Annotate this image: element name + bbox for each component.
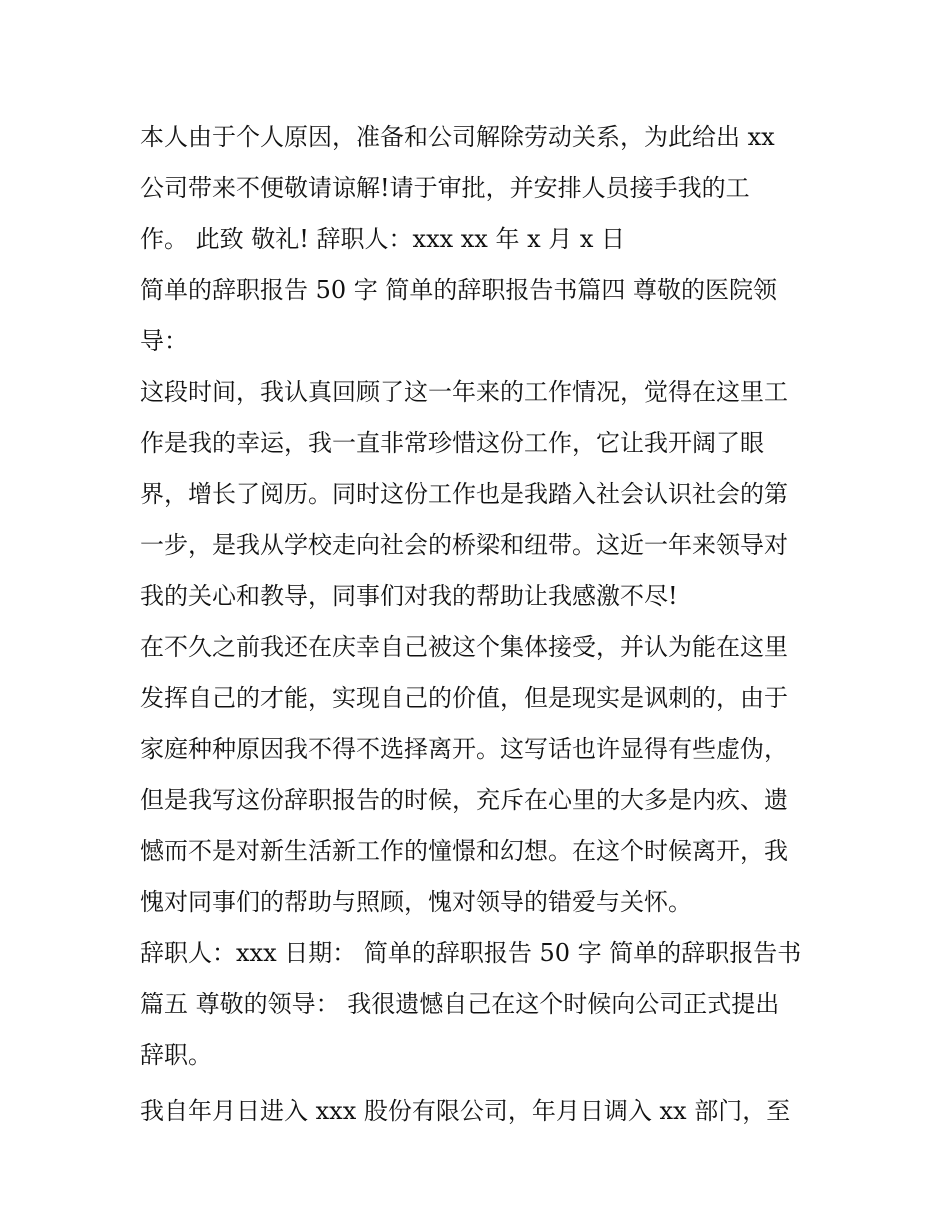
text-line: 在不久之前我还在庆幸自己被这个集体接受，并认为能在这里 <box>140 633 788 661</box>
text-line: 辞职人：xxx 日期： 简单的辞职报告 50 字 简单的辞职报告书 <box>140 939 802 967</box>
text-line: 篇五 尊敬的领导： 我很遗憾自己在这个时候向公司正式提出 <box>140 990 780 1018</box>
text-line: 公司带来不便敬请谅解!请于审批，并安排人员接手我的工 <box>140 174 750 202</box>
text-line: 愧对同事们的帮助与照顾，愧对领导的错爱与关怀。 <box>140 888 692 916</box>
text-line: 家庭种种原因我不得不选择离开。这写话也许显得有些虚伪， <box>140 735 788 763</box>
text-line: 界，增长了阅历。同时这份工作也是我踏入社会认识社会的第 <box>140 480 788 508</box>
text-line: 导： <box>140 327 188 355</box>
text-line: 但是我写这份辞职报告的时候，充斥在心里的大多是内疚、遗 <box>140 786 788 814</box>
text-line: 简单的辞职报告 50 字 简单的辞职报告书篇四 尊敬的医院领 <box>140 276 778 304</box>
text-line: 这段时间，我认真回顾了这一年来的工作情况，觉得在这里工 <box>140 378 788 406</box>
body-text <box>140 112 812 1137</box>
text-line: 憾而不是对新生活新工作的憧憬和幻想。在这个时候离开，我 <box>140 837 788 865</box>
text-line: 辞职。 <box>140 1041 212 1069</box>
text-line: 作。 此致 敬礼! 辞职人：xxx xx 年 x 月 x 日 <box>140 225 626 253</box>
text-line: 我的关心和教导，同事们对我的帮助让我感激不尽! <box>140 582 678 610</box>
text-line: 我自年月日进入 xxx 股份有限公司，年月日调入 xx 部门，至 <box>140 1097 791 1125</box>
text-line: 作是我的幸运，我一直非常珍惜这份工作，它让我开阔了眼 <box>140 429 764 457</box>
text-line: 发挥自己的才能，实现自己的价值，但是现实是讽刺的，由于 <box>140 684 788 712</box>
text-line: 本人由于个人原因，准备和公司解除劳动关系，为此给出 xx <box>140 123 775 151</box>
text-line: 一步，是我从学校走向社会的桥梁和纽带。这近一年来领导对 <box>140 531 788 559</box>
